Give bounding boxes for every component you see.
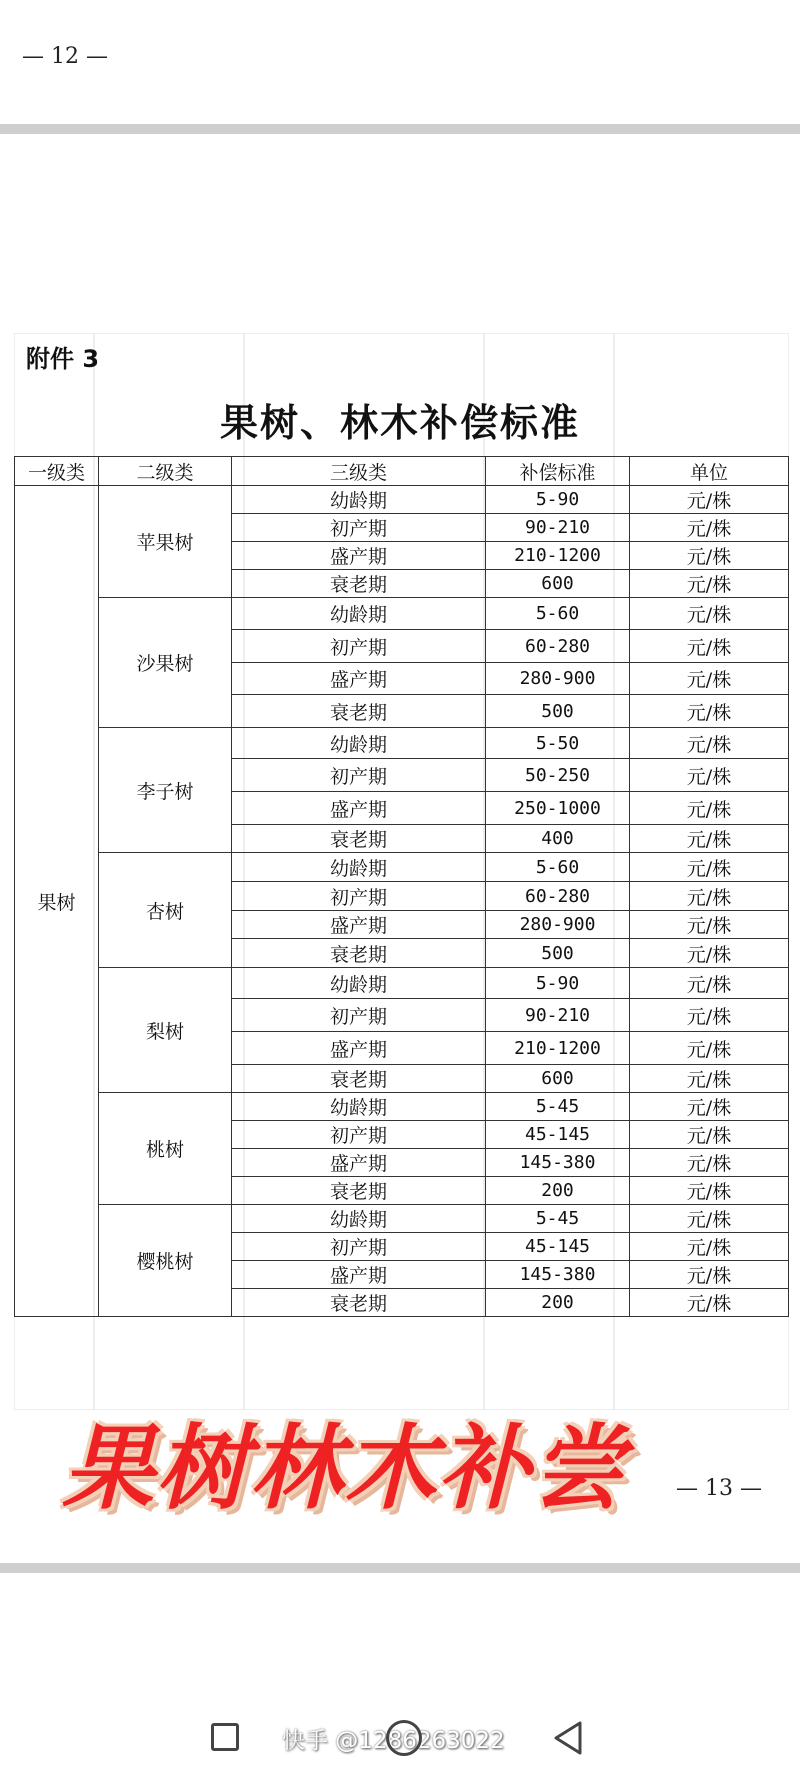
unit-cell: 元/株 bbox=[630, 1093, 789, 1121]
standard-cell: 5-90 bbox=[486, 968, 630, 999]
stage-cell: 初产期 bbox=[232, 1233, 486, 1261]
stage-cell: 初产期 bbox=[232, 630, 486, 663]
category-level2-cell: 桃树 bbox=[99, 1093, 232, 1205]
watermark-overlay-text: 果树林木补尝 bbox=[62, 1415, 627, 1522]
table-row bbox=[15, 486, 789, 514]
unit-cell: 元/株 bbox=[630, 1177, 789, 1205]
system-navigation-bar bbox=[0, 1700, 800, 1778]
stage-cell: 幼龄期 bbox=[232, 968, 486, 999]
unit-cell: 元/株 bbox=[630, 999, 789, 1032]
page-title: 果树、林木补偿标准 bbox=[219, 400, 580, 445]
unit-cell: 元/株 bbox=[630, 1289, 789, 1317]
unit-cell: 元/株 bbox=[630, 792, 789, 825]
stage-cell: 幼龄期 bbox=[232, 486, 486, 514]
standard-cell: 5-45 bbox=[486, 1205, 630, 1233]
unit-cell: 元/株 bbox=[630, 825, 789, 853]
stage-cell: 盛产期 bbox=[232, 792, 486, 825]
standard-cell: 210-1200 bbox=[486, 542, 630, 570]
table-row bbox=[15, 728, 789, 759]
unit-cell: 元/株 bbox=[630, 1233, 789, 1261]
unit-cell: 元/株 bbox=[630, 486, 789, 514]
unit-cell: 元/株 bbox=[630, 695, 789, 728]
standard-cell: 400 bbox=[486, 825, 630, 853]
table-row bbox=[15, 968, 789, 999]
unit-cell: 元/株 bbox=[630, 939, 789, 968]
stage-cell: 幼龄期 bbox=[232, 728, 486, 759]
stage-cell: 盛产期 bbox=[232, 542, 486, 570]
standard-cell: 50-250 bbox=[486, 759, 630, 792]
standard-cell: 5-90 bbox=[486, 486, 630, 514]
standard-cell: 200 bbox=[486, 1177, 630, 1205]
stage-cell: 初产期 bbox=[232, 514, 486, 542]
standard-cell: 5-60 bbox=[486, 853, 630, 882]
standard-cell: 45-145 bbox=[486, 1233, 630, 1261]
standard-cell: 210-1200 bbox=[486, 1032, 630, 1065]
page-separator-bottom bbox=[0, 1563, 800, 1573]
standard-cell: 500 bbox=[486, 939, 630, 968]
stage-cell: 幼龄期 bbox=[232, 598, 486, 630]
stage-cell: 盛产期 bbox=[232, 1261, 486, 1289]
stage-cell: 衰老期 bbox=[232, 1289, 486, 1317]
standard-cell: 60-280 bbox=[486, 630, 630, 663]
stage-cell: 衰老期 bbox=[232, 825, 486, 853]
unit-cell: 元/株 bbox=[630, 1149, 789, 1177]
category-level2-cell: 樱桃树 bbox=[99, 1205, 232, 1317]
unit-cell: 元/株 bbox=[630, 1261, 789, 1289]
standard-cell: 60-280 bbox=[486, 882, 630, 911]
stage-cell: 衰老期 bbox=[232, 570, 486, 598]
unit-cell: 元/株 bbox=[630, 1065, 789, 1093]
table-row bbox=[15, 1093, 789, 1121]
standard-cell: 145-380 bbox=[486, 1261, 630, 1289]
header-level1: 一级类 bbox=[15, 457, 99, 486]
table-row bbox=[15, 598, 789, 630]
category-level2-cell: 梨树 bbox=[99, 968, 232, 1093]
unit-cell: 元/株 bbox=[630, 1121, 789, 1149]
stage-cell: 盛产期 bbox=[232, 1149, 486, 1177]
category-level2-cell: 杏树 bbox=[99, 853, 232, 968]
compensation-table bbox=[14, 456, 789, 1317]
unit-cell: 元/株 bbox=[630, 911, 789, 939]
standard-cell: 45-145 bbox=[486, 1121, 630, 1149]
unit-cell: 元/株 bbox=[630, 882, 789, 911]
category-level2-cell: 李子树 bbox=[99, 728, 232, 853]
standard-cell: 5-50 bbox=[486, 728, 630, 759]
page-number-bottom: — 13 — bbox=[676, 1476, 762, 1501]
stage-cell: 盛产期 bbox=[232, 1032, 486, 1065]
stage-cell: 盛产期 bbox=[232, 663, 486, 695]
stage-cell: 初产期 bbox=[232, 882, 486, 911]
stage-cell: 初产期 bbox=[232, 999, 486, 1032]
standard-cell: 600 bbox=[486, 1065, 630, 1093]
standard-cell: 5-45 bbox=[486, 1093, 630, 1121]
unit-cell: 元/株 bbox=[630, 514, 789, 542]
standard-cell: 90-210 bbox=[486, 999, 630, 1032]
category-level2-cell: 苹果树 bbox=[99, 486, 232, 598]
unit-cell: 元/株 bbox=[630, 759, 789, 792]
circle-icon[interactable] bbox=[386, 1720, 422, 1756]
header-level3: 三级类 bbox=[232, 457, 486, 486]
stage-cell: 幼龄期 bbox=[232, 1205, 486, 1233]
stage-cell: 衰老期 bbox=[232, 1177, 486, 1205]
page-separator-top bbox=[0, 124, 800, 134]
table-row bbox=[15, 1205, 789, 1233]
header-level2: 二级类 bbox=[99, 457, 232, 486]
standard-cell: 145-380 bbox=[486, 1149, 630, 1177]
triangle-back-icon[interactable] bbox=[552, 1720, 584, 1756]
header-unit: 单位 bbox=[630, 457, 789, 486]
stage-cell: 衰老期 bbox=[232, 939, 486, 968]
stage-cell: 衰老期 bbox=[232, 1065, 486, 1093]
stage-cell: 初产期 bbox=[232, 759, 486, 792]
table-header-row bbox=[15, 457, 789, 486]
stage-cell: 衰老期 bbox=[232, 695, 486, 728]
standard-cell: 600 bbox=[486, 570, 630, 598]
category-level2-cell: 沙果树 bbox=[99, 598, 232, 728]
table-row bbox=[15, 853, 789, 882]
standard-cell: 90-210 bbox=[486, 514, 630, 542]
unit-cell: 元/株 bbox=[630, 570, 789, 598]
standard-cell: 5-60 bbox=[486, 598, 630, 630]
attachment-label: 附件 3 bbox=[26, 345, 100, 373]
standard-cell: 200 bbox=[486, 1289, 630, 1317]
header-standard: 补偿标准 bbox=[486, 457, 630, 486]
square-icon[interactable] bbox=[211, 1723, 239, 1751]
unit-cell: 元/株 bbox=[630, 663, 789, 695]
unit-cell: 元/株 bbox=[630, 968, 789, 999]
unit-cell: 元/株 bbox=[630, 728, 789, 759]
unit-cell: 元/株 bbox=[630, 853, 789, 882]
kuaishou-watermark: 快手 @1286263022 bbox=[282, 1728, 505, 1754]
standard-cell: 280-900 bbox=[486, 911, 630, 939]
stage-cell: 盛产期 bbox=[232, 911, 486, 939]
page-number-top: — 12 — bbox=[22, 44, 108, 69]
standard-cell: 500 bbox=[486, 695, 630, 728]
unit-cell: 元/株 bbox=[630, 1032, 789, 1065]
unit-cell: 元/株 bbox=[630, 630, 789, 663]
standard-cell: 250-1000 bbox=[486, 792, 630, 825]
stage-cell: 幼龄期 bbox=[232, 1093, 486, 1121]
unit-cell: 元/株 bbox=[630, 598, 789, 630]
stage-cell: 初产期 bbox=[232, 1121, 486, 1149]
unit-cell: 元/株 bbox=[630, 1205, 789, 1233]
stage-cell: 幼龄期 bbox=[232, 853, 486, 882]
standard-cell: 280-900 bbox=[486, 663, 630, 695]
category-level1-cell: 果树 bbox=[15, 486, 99, 1317]
unit-cell: 元/株 bbox=[630, 542, 789, 570]
